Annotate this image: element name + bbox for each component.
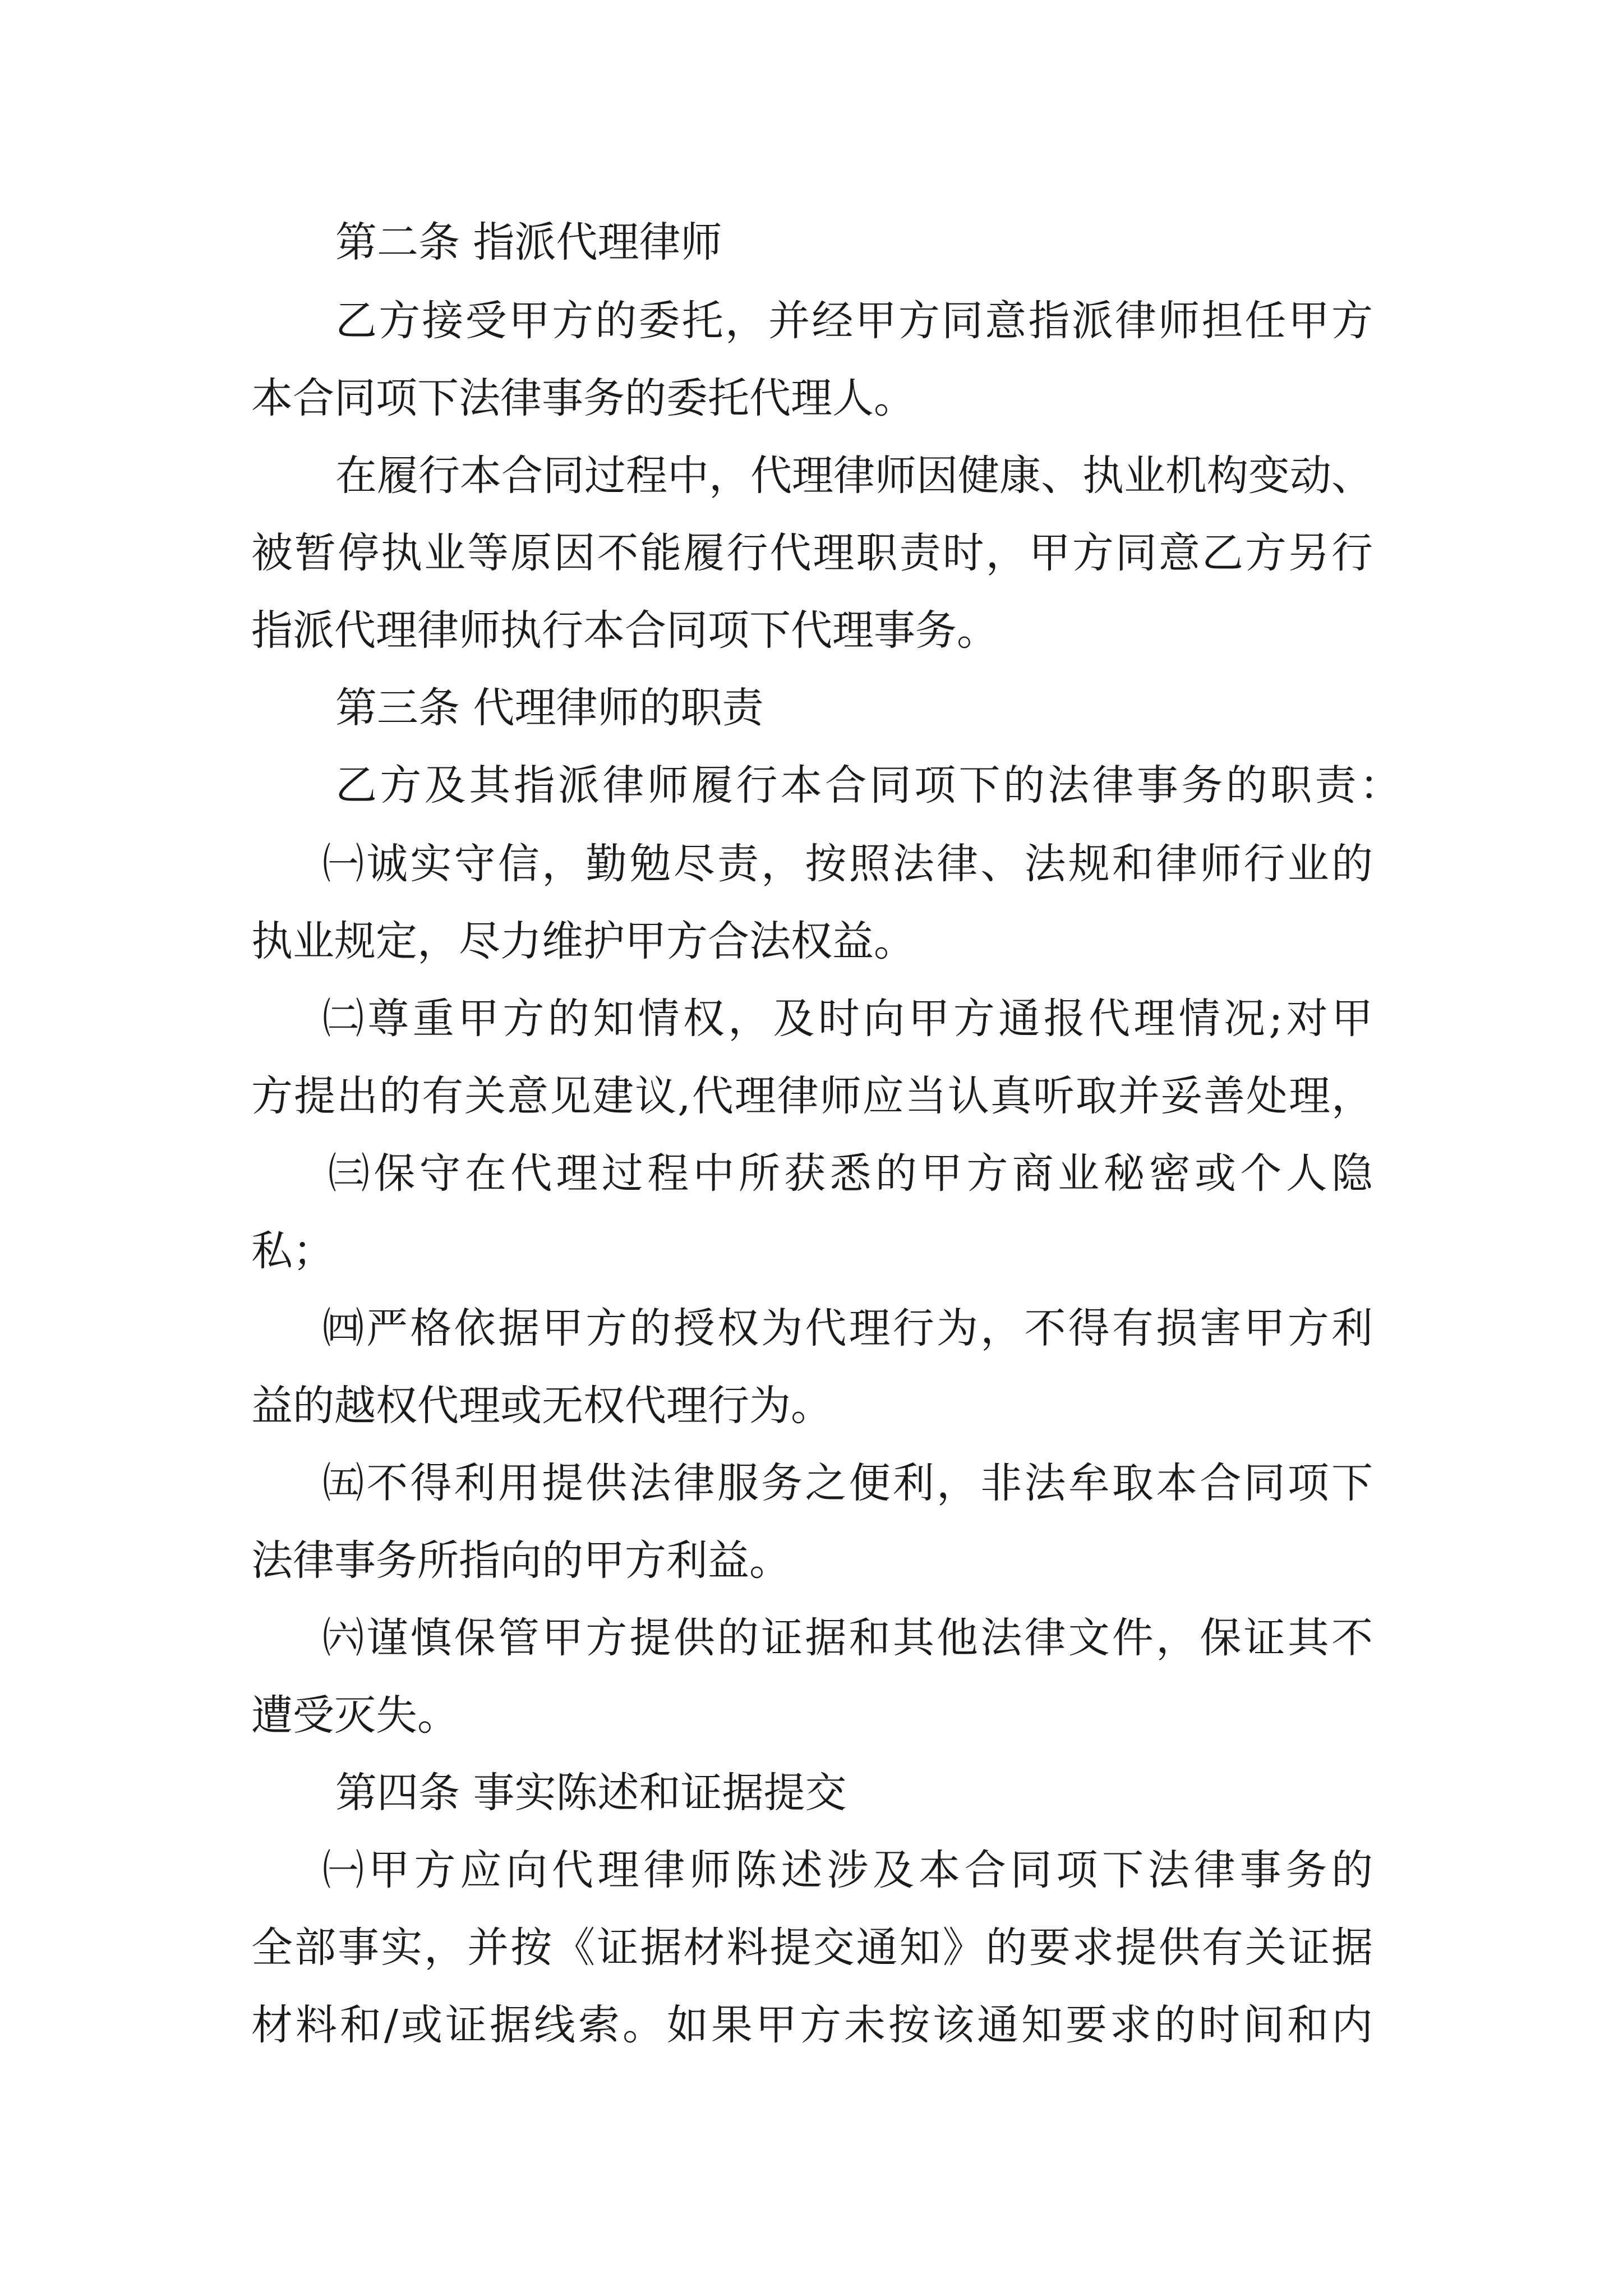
- paragraph-line: 本合同项下法律事务的委托代理人。: [251, 374, 915, 422]
- list-item-5: ㈤不得利用提供法律服务之便利，非法牟取本合同项下: [322, 1459, 1373, 1507]
- paragraph-line: 指派代理律师执行本合同项下代理事务。: [251, 606, 998, 655]
- paragraph-line: 益的越权代理或无权代理行为。: [251, 1382, 832, 1430]
- paragraph-line: 被暂停执业等原因不能履行代理职责时，甲方同意乙方另行: [251, 529, 1373, 577]
- list-item-1: ㈠诚实守信，勤勉尽责，按照法律、法规和律师行业的: [322, 840, 1373, 888]
- paragraph-line: 乙方接受甲方的委托，并经甲方同意指派律师担任甲方: [335, 297, 1373, 345]
- list-item-4: ㈣严格依据甲方的授权为代理行为，不得有损害甲方利: [322, 1304, 1373, 1352]
- article-heading-4: 第四条 事实陈述和证据提交: [335, 1769, 847, 1817]
- list-item-6: ㈥谨慎保管甲方提供的证据和其他法律文件，保证其不: [322, 1614, 1373, 1662]
- paragraph-line: 执业规定，尽力维护甲方合法权益。: [251, 917, 915, 965]
- paragraph-line: 遭受灭失。: [251, 1691, 459, 1740]
- paragraph-line: 在履行本合同过程中，代理律师因健康、执业机构变动、: [335, 452, 1373, 500]
- paragraph-line: 全部事实，并按《证据材料提交通知》的要求提供有关证据: [251, 1924, 1373, 1972]
- paragraph-line: 法律事务所指向的甲方利益。: [251, 1536, 791, 1585]
- paragraph-line: 私；: [251, 1227, 334, 1275]
- article-heading-3: 第三条 代理律师的职责: [335, 684, 764, 732]
- list-item-3: ㈢保守在代理过程中所获悉的甲方商业秘密或个人隐: [328, 1149, 1373, 1198]
- paragraph-line: 材料和/或证据线索。如果甲方未按该通知要求的时间和内: [251, 2001, 1373, 2049]
- list-item-2: ㈡尊重甲方的知情权，及时向甲方通报代理情况;对甲: [322, 995, 1373, 1043]
- paragraph-line: 方提出的有关意见建议,代理律师应当认真听取并妥善处理，: [251, 1072, 1373, 1120]
- article-heading-2: 第二条 指派代理律师: [335, 218, 722, 266]
- paragraph-line: 乙方及其指派律师履行本合同项下的法律事务的职责：: [335, 761, 1401, 809]
- list-item-1: ㈠甲方应向代理律师陈述涉及本合同项下法律事务的: [322, 1846, 1373, 1894]
